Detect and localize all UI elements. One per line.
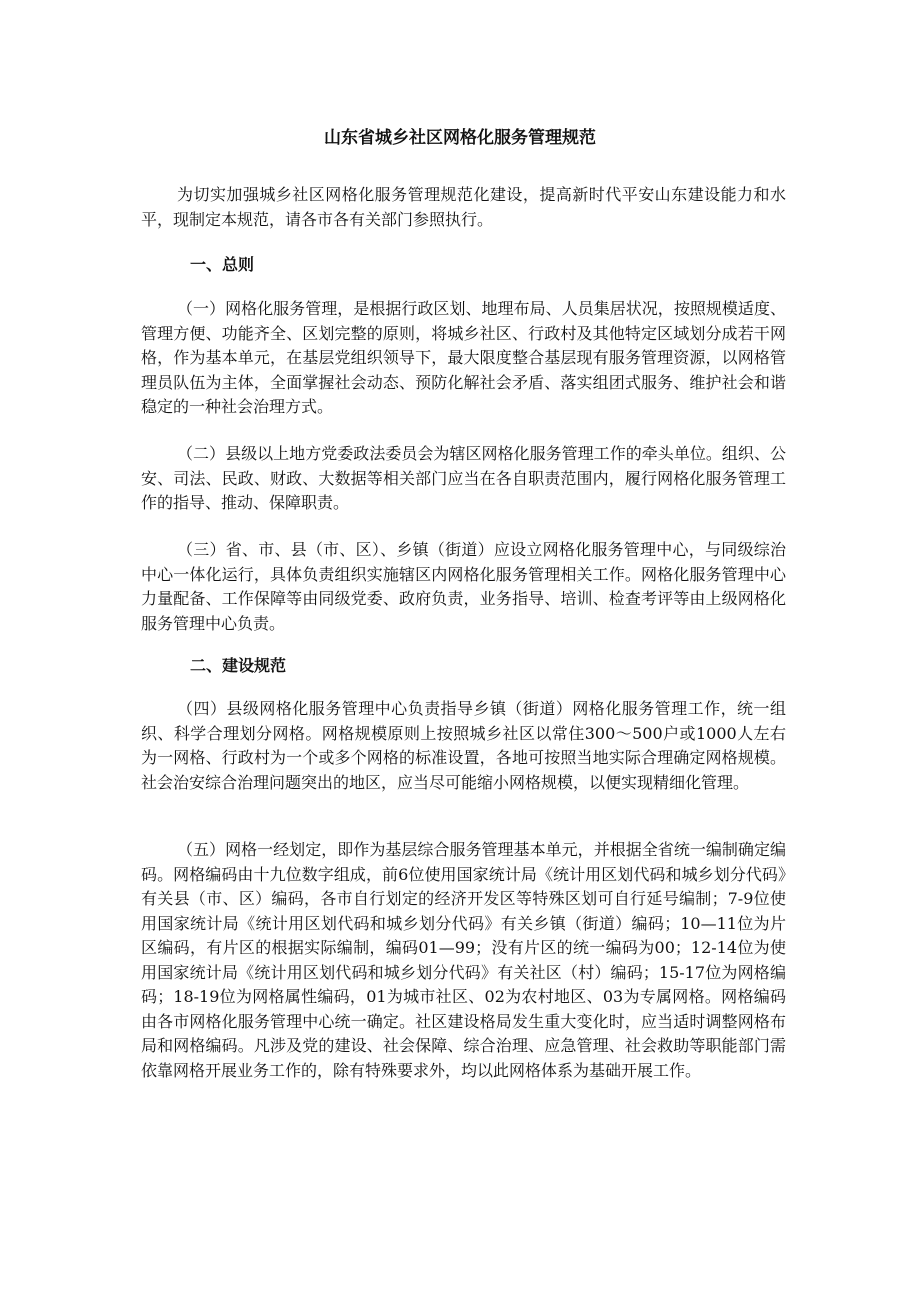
intro-paragraph: 为切实加强城乡社区网格化服务管理规范化建设，提高新时代平安山东建设能力和水平，现制定本规范，请各市各有关部门参照执行。	[141, 185, 786, 229]
document-title: 山东省城乡社区网格化服务管理规范	[324, 128, 596, 148]
paragraph-article-2: （二）县级以上地方党委政法委员会为辖区网格化服务管理工作的牵头单位。组织、公安、司法、民政、财政、大数据等相关部门应当在各自职责范围内，履行网格化服务管理工作的指导、推动、保障职责。	[141, 444, 786, 512]
paragraph-article-1: （一）网格化服务管理，是根据行政区划、地理布局、人员集居状况，按照规模适度、管理方便、功能齐全、区划完整的原则，将城乡社区、行政村及其他特定区域划分成若干网格，作为基本单元，在基层党组织领导下，最大限度整合基层现有服务管理资源，以网格管理员队伍为主体，全面掌握社会动态、预防化解社会矛盾、落实组团式服务、维护社会和谐稳定的一种社会治理方式。	[141, 299, 786, 416]
paragraph-article-4: （四）县级网格化服务管理中心负责指导乡镇（街道）网格化服务管理工作，统一组织、科学合理划分网格。网格规模原则上按照城乡社区以常住300～500户或1000人左右为一网格、行政村为一个或多个网格的标准设置，各地可按照当地实际合理确定网格规模。社会治安综合治理问题突出的地区，应当尽可能缩小网格规模，以便实现精细化管理。	[141, 699, 786, 792]
section-heading-general: 一、总则	[190, 255, 255, 274]
section-heading-construction: 二、建设规范	[190, 656, 287, 675]
paragraph-article-5: （五）网格一经划定，即作为基层综合服务管理基本单元，并根据全省统一编制确定编码。网格编码由十九位数字组成，前6位使用国家统计局《统计用区划代码和城乡划分代码》有关县（市、区）编码，各市自行划定的经济开发区等特殊区划可自行延号编制；7-9位使用国家统计局《统计用区划代码和城乡划分代码》有关乡镇（街道）编码；10—11位为片区编码，有片区的根据实际编制，编码01—99；没有片区的统一编码为00；12-14位为使用国家统计局《统计用区划代码和城乡划分代码》有关社区（村）编码；15-17位为网格编码；18-19位为网格属性编码，01为城市社区、02为农村地区、03为专属网格。网格编码由各市网格化服务管理中心统一确定。社区建设格局发生重大变化时，应当适时调整网格布局和网格编码。凡涉及党的建设、社会保障、综合治理、应急管理、社会救助等职能部门需依靠网格开展业务工作的，除有特殊要求外，均以此网格体系为基础开展工作。	[141, 840, 786, 1080]
paragraph-article-3: （三）省、市、县（市、区）、乡镇（街道）应设立网格化服务管理中心，与同级综治中心一体化运行，具体负责组织实施辖区内网格化服务管理相关工作。网格化服务管理中心力量配备、工作保障等由同级党委、政府负责，业务指导、培训、检查考评等由上级网格化服务管理中心负责。	[141, 540, 786, 633]
